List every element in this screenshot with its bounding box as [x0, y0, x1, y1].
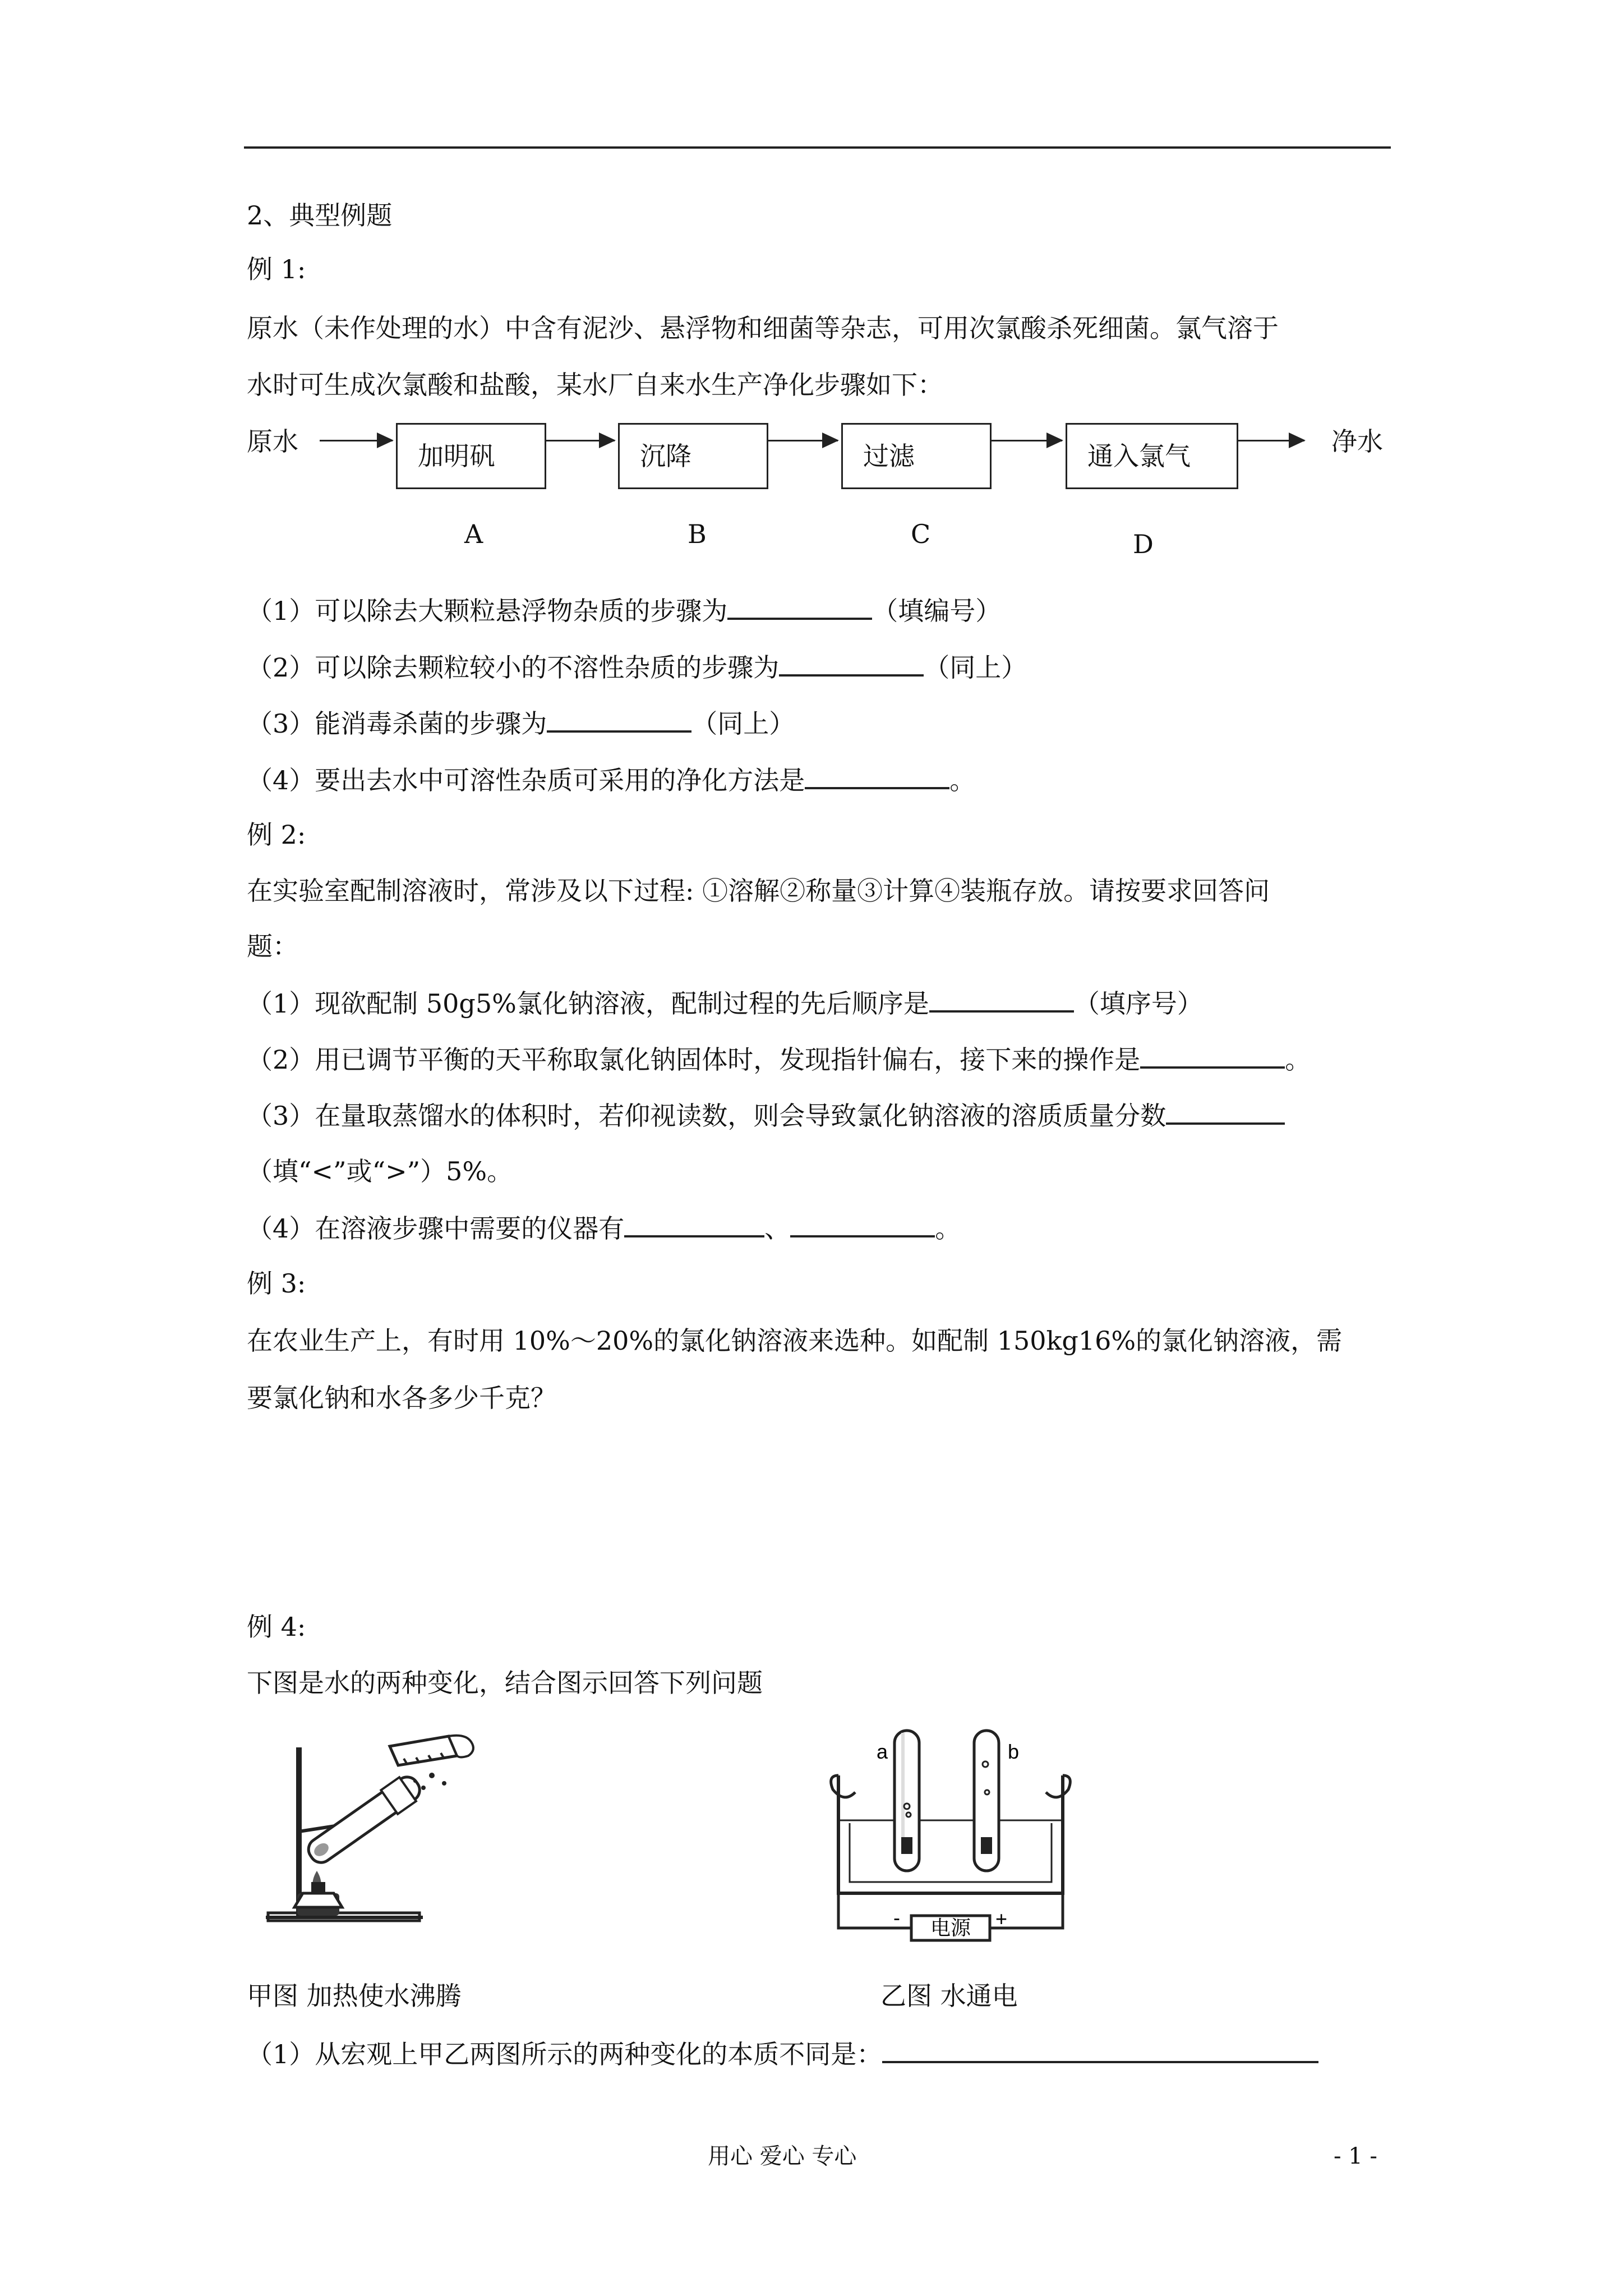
- ex2-question-1: [247, 986, 1203, 1020]
- ex2-q3-answer-blank[interactable]: [1166, 1098, 1285, 1125]
- footer-page-number: - 1 -: [1334, 2143, 1377, 2169]
- ex2-question-4: [247, 1211, 961, 1245]
- ex2-q2-text: （2）用已调节平衡的天平称取氯化钠固体时，发现指针偏右，接下来的操作是: [247, 1045, 1141, 1075]
- section-title: 2、典型例题: [247, 200, 393, 231]
- ex3-text-line2: 要氯化钠和水各多少千克？: [247, 1383, 556, 1413]
- power-plus-sign: +: [995, 1907, 1008, 1930]
- ex2-text-line2: 题：: [247, 931, 298, 961]
- ex2-question-3: [247, 1098, 1285, 1133]
- ex1-q4-answer-blank[interactable]: [805, 762, 949, 789]
- heating-water-apparatus-figure: [264, 1725, 488, 1938]
- ex4-label: 例 4:: [247, 1612, 306, 1642]
- ex1-q1-note: （填编号）: [872, 596, 1002, 626]
- ex2-q4-text: （4）在溶液步骤中需要的仪器有: [247, 1213, 625, 1244]
- ex2-q3-text: （3）在量取蒸馏水的体积时，若仰视读数，则会导致氯化钠溶液的溶质质量分数: [247, 1101, 1166, 1131]
- ex1-q2-text: （2）可以除去颗粒较小的不溶性杂质的步骤为: [247, 652, 780, 683]
- ex1-question-3: [247, 706, 795, 740]
- flow-step-a-box: 加明矾: [396, 423, 546, 489]
- ex4-q1-text: （1）从宏观上甲乙两图所示的两种变化的本质不同是：: [247, 2039, 883, 2069]
- ex1-q4-note: 。: [949, 765, 976, 795]
- flow-arrow-2: [546, 440, 615, 441]
- flow-step-b-box: 沉降: [618, 423, 768, 489]
- flow-end-label: 净水: [1331, 426, 1383, 457]
- figure-yi-caption: 乙图 水通电: [880, 1981, 1018, 2011]
- ex1-q4-text: （4）要出去水中可溶性杂质可采用的净化方法是: [247, 765, 805, 795]
- flow-arrow-1: [320, 440, 393, 441]
- ex1-q2-note: （同上）: [924, 652, 1027, 683]
- ex1-text-line2: 水时可生成次氯酸和盐酸，某水厂自来水生产净化步骤如下：: [247, 370, 943, 400]
- ex1-question-2: [247, 650, 1027, 684]
- flow-step-c-box: 过滤: [841, 423, 992, 489]
- ex4-text-line1: 下图是水的两种变化，结合图示回答下列问题: [247, 1668, 763, 1698]
- ex2-q4-answer-blank-1[interactable]: [624, 1211, 764, 1237]
- figure-jia-caption: 甲图 加热使水沸腾: [247, 1981, 462, 2011]
- flow-step-a-letter: A: [464, 519, 483, 549]
- ex1-q1-text: （1）可以除去大颗粒悬浮物杂质的步骤为: [247, 596, 728, 626]
- ex4-q1-answer-blank[interactable]: [882, 2036, 1318, 2063]
- ex2-q1-answer-blank[interactable]: [929, 986, 1074, 1013]
- ex2-q1-note: （填序号）: [1073, 988, 1203, 1019]
- ex2-q2-answer-blank[interactable]: [1140, 1042, 1285, 1069]
- ex2-q4-note: 。: [935, 1213, 961, 1244]
- electrolysis-tube-a-label: a: [877, 1740, 888, 1763]
- water-electrolysis-apparatus-figure: [827, 1725, 1074, 1944]
- ex1-label: 例 1:: [247, 254, 306, 284]
- ex1-question-1: [247, 593, 1001, 628]
- header-rule: [244, 146, 1391, 149]
- flow-arrow-5: [1238, 440, 1304, 441]
- ex1-q1-answer-blank[interactable]: [727, 593, 872, 620]
- ex2-question-2: [247, 1042, 1311, 1076]
- flow-step-b-letter: B: [688, 519, 707, 549]
- ex4-question-1: [247, 2036, 1318, 2071]
- ex3-text-line1: 在农业生产上，有时用 10%～20%的氯化钠溶液来选种。如配制 150kg16%的氯化钠溶液，需: [247, 1326, 1343, 1356]
- power-supply-label: 电源: [930, 1917, 971, 1940]
- ex2-label: 例 2:: [247, 820, 306, 850]
- electrolysis-tube-b-label: b: [1008, 1740, 1020, 1763]
- ex1-q2-answer-blank[interactable]: [779, 650, 924, 677]
- ex1-text-line1: 原水（未作处理的水）中含有泥沙、悬浮物和细菌等杂志，可用次氯酸杀死细菌。氯气溶于: [247, 313, 1279, 343]
- power-minus-sign: -: [893, 1906, 900, 1929]
- flow-start-label: 原水: [247, 426, 298, 457]
- ex1-question-4: [247, 762, 975, 797]
- ex3-label: 例 3:: [247, 1268, 306, 1299]
- footer-motto: 用心 爱心 专心: [708, 2143, 857, 2169]
- flow-arrow-3: [768, 440, 838, 441]
- ex2-text-line1: 在实验室配制溶液时，常涉及以下过程: ①溶解②称量③计算④装瓶存放。请按要求回答问: [247, 876, 1270, 906]
- ex2-question-3-note: （填“<”或“>”）5%。: [247, 1156, 513, 1186]
- flow-step-d-box: 通入氯气: [1066, 423, 1238, 489]
- flow-arrow-4: [992, 440, 1062, 441]
- ex1-q3-note: （同上）: [691, 708, 795, 739]
- ex2-q4-separator: 、: [764, 1213, 791, 1244]
- ex1-q3-text: （3）能消毒杀菌的步骤为: [247, 708, 547, 739]
- ex2-q2-note: 。: [1285, 1045, 1311, 1075]
- ex2-q1-text: （1）现欲配制 50g5%氯化钠溶液，配制过程的先后顺序是: [247, 988, 929, 1019]
- ex1-q3-answer-blank[interactable]: [547, 706, 691, 733]
- flow-step-d-letter: D: [1133, 529, 1154, 559]
- flow-step-c-letter: C: [911, 519, 931, 549]
- ex2-q4-answer-blank-2[interactable]: [790, 1211, 935, 1237]
